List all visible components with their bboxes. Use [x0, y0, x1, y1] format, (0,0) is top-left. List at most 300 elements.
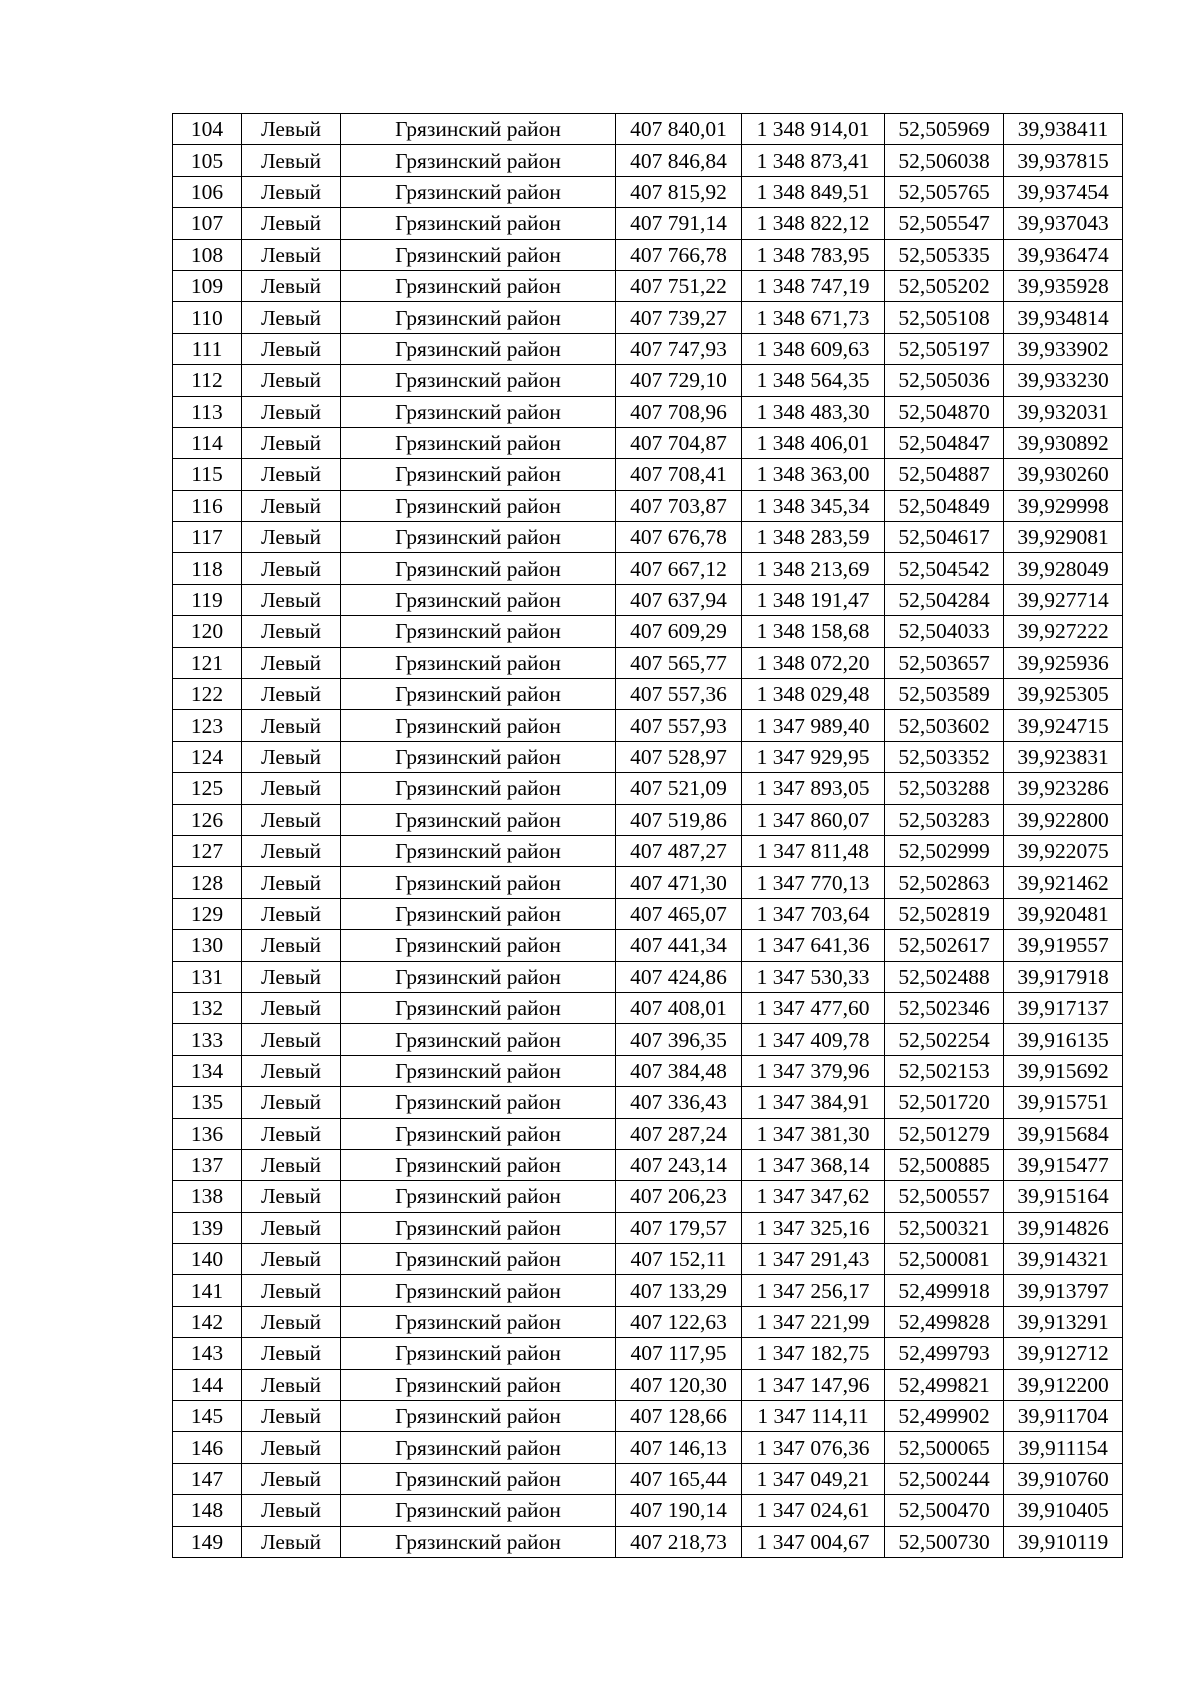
table-row: [173, 835, 1123, 866]
district-cell: Грязинский район: [341, 490, 616, 521]
district-cell: Грязинский район: [341, 333, 616, 364]
longitude-cell: 39,933902: [1004, 333, 1123, 364]
district-cell: Грязинский район: [341, 1526, 616, 1557]
x-coordinate-cell: 407 708,41: [616, 459, 742, 490]
y-coordinate-cell: 1 347 860,07: [742, 804, 885, 835]
x-coordinate-cell: 407 557,36: [616, 679, 742, 710]
table-row: [173, 553, 1123, 584]
point-number-cell: 132: [173, 992, 242, 1023]
latitude-cell: 52,499918: [885, 1275, 1004, 1306]
longitude-cell: 39,929081: [1004, 522, 1123, 553]
bank-side-cell: Левый: [242, 396, 341, 427]
point-number-cell: 110: [173, 302, 242, 333]
longitude-cell: 39,912712: [1004, 1338, 1123, 1369]
y-coordinate-cell: 1 348 363,00: [742, 459, 885, 490]
x-coordinate-cell: 407 128,66: [616, 1401, 742, 1432]
y-coordinate-cell: 1 347 049,21: [742, 1463, 885, 1494]
bank-side-cell: Левый: [242, 427, 341, 458]
table-row: [173, 1275, 1123, 1306]
table-row: [173, 992, 1123, 1023]
bank-side-cell: Левый: [242, 1055, 341, 1086]
point-number-cell: 149: [173, 1526, 242, 1557]
bank-side-cell: Левый: [242, 1118, 341, 1149]
longitude-cell: 39,920481: [1004, 898, 1123, 929]
y-coordinate-cell: 1 347 703,64: [742, 898, 885, 929]
table-row: [173, 773, 1123, 804]
point-number-cell: 106: [173, 176, 242, 207]
district-cell: Грязинский район: [341, 176, 616, 207]
latitude-cell: 52,502617: [885, 930, 1004, 961]
y-coordinate-cell: 1 347 641,36: [742, 930, 885, 961]
table-row: [173, 804, 1123, 835]
point-number-cell: 120: [173, 616, 242, 647]
coordinates-table-body: [173, 114, 1123, 1558]
district-cell: Грязинский район: [341, 1401, 616, 1432]
longitude-cell: 39,938411: [1004, 114, 1123, 145]
bank-side-cell: Левый: [242, 365, 341, 396]
bank-side-cell: Левый: [242, 1369, 341, 1400]
x-coordinate-cell: 407 287,24: [616, 1118, 742, 1149]
longitude-cell: 39,930260: [1004, 459, 1123, 490]
longitude-cell: 39,937454: [1004, 176, 1123, 207]
table-row: [173, 270, 1123, 301]
coordinates-table: [172, 113, 1123, 1558]
district-cell: Грязинский район: [341, 239, 616, 270]
latitude-cell: 52,502999: [885, 835, 1004, 866]
bank-side-cell: Левый: [242, 333, 341, 364]
latitude-cell: 52,499902: [885, 1401, 1004, 1432]
y-coordinate-cell: 1 347 347,62: [742, 1181, 885, 1212]
x-coordinate-cell: 407 609,29: [616, 616, 742, 647]
point-number-cell: 117: [173, 522, 242, 553]
district-cell: Грязинский район: [341, 1087, 616, 1118]
y-coordinate-cell: 1 348 873,41: [742, 145, 885, 176]
point-number-cell: 128: [173, 867, 242, 898]
table-row: [173, 1463, 1123, 1494]
y-coordinate-cell: 1 348 564,35: [742, 365, 885, 396]
x-coordinate-cell: 407 703,87: [616, 490, 742, 521]
district-cell: Грязинский район: [341, 1212, 616, 1243]
table-row: [173, 490, 1123, 521]
x-coordinate-cell: 407 708,96: [616, 396, 742, 427]
latitude-cell: 52,505547: [885, 208, 1004, 239]
longitude-cell: 39,914826: [1004, 1212, 1123, 1243]
table-row: [173, 239, 1123, 270]
latitude-cell: 52,505202: [885, 270, 1004, 301]
y-coordinate-cell: 1 347 004,67: [742, 1526, 885, 1557]
x-coordinate-cell: 407 336,43: [616, 1087, 742, 1118]
district-cell: Грязинский район: [341, 114, 616, 145]
latitude-cell: 52,504542: [885, 553, 1004, 584]
district-cell: Грязинский район: [341, 270, 616, 301]
latitude-cell: 52,501279: [885, 1118, 1004, 1149]
y-coordinate-cell: 1 348 609,63: [742, 333, 885, 364]
latitude-cell: 52,502819: [885, 898, 1004, 929]
y-coordinate-cell: 1 347 530,33: [742, 961, 885, 992]
table-row: [173, 114, 1123, 145]
district-cell: Грязинский район: [341, 522, 616, 553]
district-cell: Грязинский район: [341, 459, 616, 490]
point-number-cell: 122: [173, 679, 242, 710]
y-coordinate-cell: 1 347 325,16: [742, 1212, 885, 1243]
longitude-cell: 39,925305: [1004, 679, 1123, 710]
y-coordinate-cell: 1 348 822,12: [742, 208, 885, 239]
district-cell: Грязинский район: [341, 835, 616, 866]
bank-side-cell: Левый: [242, 1338, 341, 1369]
district-cell: Грязинский район: [341, 679, 616, 710]
latitude-cell: 52,505969: [885, 114, 1004, 145]
latitude-cell: 52,503589: [885, 679, 1004, 710]
longitude-cell: 39,912200: [1004, 1369, 1123, 1400]
x-coordinate-cell: 407 384,48: [616, 1055, 742, 1086]
point-number-cell: 145: [173, 1401, 242, 1432]
x-coordinate-cell: 407 441,34: [616, 930, 742, 961]
x-coordinate-cell: 407 218,73: [616, 1526, 742, 1557]
x-coordinate-cell: 407 521,09: [616, 773, 742, 804]
longitude-cell: 39,937043: [1004, 208, 1123, 239]
x-coordinate-cell: 407 846,84: [616, 145, 742, 176]
latitude-cell: 52,500244: [885, 1463, 1004, 1494]
y-coordinate-cell: 1 348 345,34: [742, 490, 885, 521]
bank-side-cell: Левый: [242, 1401, 341, 1432]
x-coordinate-cell: 407 840,01: [616, 114, 742, 145]
point-number-cell: 105: [173, 145, 242, 176]
bank-side-cell: Левый: [242, 176, 341, 207]
bank-side-cell: Левый: [242, 1244, 341, 1275]
bank-side-cell: Левый: [242, 1149, 341, 1180]
point-number-cell: 140: [173, 1244, 242, 1275]
y-coordinate-cell: 1 348 783,95: [742, 239, 885, 270]
x-coordinate-cell: 407 739,27: [616, 302, 742, 333]
district-cell: Грязинский район: [341, 553, 616, 584]
table-row: [173, 1338, 1123, 1369]
table-row: [173, 365, 1123, 396]
x-coordinate-cell: 407 408,01: [616, 992, 742, 1023]
latitude-cell: 52,499793: [885, 1338, 1004, 1369]
longitude-cell: 39,910760: [1004, 1463, 1123, 1494]
bank-side-cell: Левый: [242, 1087, 341, 1118]
latitude-cell: 52,504847: [885, 427, 1004, 458]
latitude-cell: 52,502488: [885, 961, 1004, 992]
latitude-cell: 52,503602: [885, 710, 1004, 741]
y-coordinate-cell: 1 347 221,99: [742, 1306, 885, 1337]
table-row: [173, 459, 1123, 490]
bank-side-cell: Левый: [242, 270, 341, 301]
bank-side-cell: Левый: [242, 239, 341, 270]
latitude-cell: 52,504033: [885, 616, 1004, 647]
district-cell: Грязинский район: [341, 961, 616, 992]
district-cell: Грязинский район: [341, 647, 616, 678]
longitude-cell: 39,927714: [1004, 584, 1123, 615]
x-coordinate-cell: 407 667,12: [616, 553, 742, 584]
longitude-cell: 39,924715: [1004, 710, 1123, 741]
latitude-cell: 52,504887: [885, 459, 1004, 490]
x-coordinate-cell: 407 165,44: [616, 1463, 742, 1494]
y-coordinate-cell: 1 348 483,30: [742, 396, 885, 427]
bank-side-cell: Левый: [242, 741, 341, 772]
bank-side-cell: Левый: [242, 647, 341, 678]
table-row: [173, 1432, 1123, 1463]
bank-side-cell: Левый: [242, 710, 341, 741]
point-number-cell: 116: [173, 490, 242, 521]
table-row: [173, 647, 1123, 678]
longitude-cell: 39,911704: [1004, 1401, 1123, 1432]
y-coordinate-cell: 1 348 406,01: [742, 427, 885, 458]
point-number-cell: 114: [173, 427, 242, 458]
district-cell: Грязинский район: [341, 1055, 616, 1086]
x-coordinate-cell: 407 122,63: [616, 1306, 742, 1337]
bank-side-cell: Левый: [242, 490, 341, 521]
y-coordinate-cell: 1 347 147,96: [742, 1369, 885, 1400]
table-row: [173, 1526, 1123, 1557]
bank-side-cell: Левый: [242, 1432, 341, 1463]
table-row: [173, 1181, 1123, 1212]
latitude-cell: 52,502863: [885, 867, 1004, 898]
x-coordinate-cell: 407 120,30: [616, 1369, 742, 1400]
bank-side-cell: Левый: [242, 1526, 341, 1557]
bank-side-cell: Левый: [242, 522, 341, 553]
x-coordinate-cell: 407 179,57: [616, 1212, 742, 1243]
point-number-cell: 139: [173, 1212, 242, 1243]
table-row: [173, 427, 1123, 458]
point-number-cell: 133: [173, 1024, 242, 1055]
point-number-cell: 136: [173, 1118, 242, 1149]
district-cell: Грязинский район: [341, 867, 616, 898]
longitude-cell: 39,917137: [1004, 992, 1123, 1023]
longitude-cell: 39,930892: [1004, 427, 1123, 458]
district-cell: Грязинский район: [341, 1369, 616, 1400]
table-row: [173, 1087, 1123, 1118]
longitude-cell: 39,916135: [1004, 1024, 1123, 1055]
y-coordinate-cell: 1 348 283,59: [742, 522, 885, 553]
point-number-cell: 148: [173, 1495, 242, 1526]
x-coordinate-cell: 407 704,87: [616, 427, 742, 458]
table-row: [173, 1149, 1123, 1180]
point-number-cell: 119: [173, 584, 242, 615]
district-cell: Грязинский район: [341, 584, 616, 615]
longitude-cell: 39,914321: [1004, 1244, 1123, 1275]
district-cell: Грязинский район: [341, 616, 616, 647]
bank-side-cell: Левый: [242, 992, 341, 1023]
latitude-cell: 52,499821: [885, 1369, 1004, 1400]
latitude-cell: 52,504284: [885, 584, 1004, 615]
x-coordinate-cell: 407 519,86: [616, 804, 742, 835]
longitude-cell: 39,923831: [1004, 741, 1123, 772]
x-coordinate-cell: 407 557,93: [616, 710, 742, 741]
longitude-cell: 39,937815: [1004, 145, 1123, 176]
x-coordinate-cell: 407 190,14: [616, 1495, 742, 1526]
table-row: [173, 930, 1123, 961]
longitude-cell: 39,915164: [1004, 1181, 1123, 1212]
x-coordinate-cell: 407 565,77: [616, 647, 742, 678]
longitude-cell: 39,917918: [1004, 961, 1123, 992]
longitude-cell: 39,915751: [1004, 1087, 1123, 1118]
longitude-cell: 39,935928: [1004, 270, 1123, 301]
y-coordinate-cell: 1 347 076,36: [742, 1432, 885, 1463]
table-row: [173, 584, 1123, 615]
point-number-cell: 127: [173, 835, 242, 866]
table-row: [173, 1212, 1123, 1243]
latitude-cell: 52,505335: [885, 239, 1004, 270]
point-number-cell: 118: [173, 553, 242, 584]
bank-side-cell: Левый: [242, 459, 341, 490]
y-coordinate-cell: 1 348 914,01: [742, 114, 885, 145]
point-number-cell: 124: [173, 741, 242, 772]
bank-side-cell: Левый: [242, 835, 341, 866]
x-coordinate-cell: 407 676,78: [616, 522, 742, 553]
y-coordinate-cell: 1 347 989,40: [742, 710, 885, 741]
district-cell: Грязинский район: [341, 427, 616, 458]
table-row: [173, 867, 1123, 898]
table-row: [173, 1055, 1123, 1086]
point-number-cell: 112: [173, 365, 242, 396]
district-cell: Грязинский район: [341, 741, 616, 772]
district-cell: Грязинский район: [341, 1275, 616, 1306]
latitude-cell: 52,502153: [885, 1055, 1004, 1086]
point-number-cell: 108: [173, 239, 242, 270]
point-number-cell: 131: [173, 961, 242, 992]
bank-side-cell: Левый: [242, 773, 341, 804]
district-cell: Грязинский район: [341, 773, 616, 804]
table-row: [173, 1244, 1123, 1275]
table-row: [173, 961, 1123, 992]
district-cell: Грязинский район: [341, 1118, 616, 1149]
bank-side-cell: Левый: [242, 961, 341, 992]
latitude-cell: 52,503657: [885, 647, 1004, 678]
district-cell: Грязинский район: [341, 930, 616, 961]
latitude-cell: 52,500730: [885, 1526, 1004, 1557]
bank-side-cell: Левый: [242, 208, 341, 239]
longitude-cell: 39,911154: [1004, 1432, 1123, 1463]
latitude-cell: 52,502346: [885, 992, 1004, 1023]
district-cell: Грязинский район: [341, 898, 616, 929]
latitude-cell: 52,504617: [885, 522, 1004, 553]
point-number-cell: 137: [173, 1149, 242, 1180]
table-row: [173, 208, 1123, 239]
point-number-cell: 126: [173, 804, 242, 835]
x-coordinate-cell: 407 751,22: [616, 270, 742, 301]
district-cell: Грязинский район: [341, 992, 616, 1023]
y-coordinate-cell: 1 348 029,48: [742, 679, 885, 710]
bank-side-cell: Левый: [242, 1463, 341, 1494]
latitude-cell: 52,500470: [885, 1495, 1004, 1526]
bank-side-cell: Левый: [242, 867, 341, 898]
x-coordinate-cell: 407 528,97: [616, 741, 742, 772]
district-cell: Грязинский район: [341, 1149, 616, 1180]
table-row: [173, 1118, 1123, 1149]
district-cell: Грязинский район: [341, 145, 616, 176]
point-number-cell: 109: [173, 270, 242, 301]
longitude-cell: 39,915692: [1004, 1055, 1123, 1086]
point-number-cell: 135: [173, 1087, 242, 1118]
point-number-cell: 138: [173, 1181, 242, 1212]
longitude-cell: 39,934814: [1004, 302, 1123, 333]
latitude-cell: 52,500557: [885, 1181, 1004, 1212]
point-number-cell: 123: [173, 710, 242, 741]
longitude-cell: 39,915684: [1004, 1118, 1123, 1149]
table-row: [173, 679, 1123, 710]
x-coordinate-cell: 407 117,95: [616, 1338, 742, 1369]
longitude-cell: 39,910119: [1004, 1526, 1123, 1557]
bank-side-cell: Левый: [242, 898, 341, 929]
y-coordinate-cell: 1 347 368,14: [742, 1149, 885, 1180]
x-coordinate-cell: 407 487,27: [616, 835, 742, 866]
latitude-cell: 52,501720: [885, 1087, 1004, 1118]
y-coordinate-cell: 1 347 409,78: [742, 1024, 885, 1055]
bank-side-cell: Левый: [242, 616, 341, 647]
longitude-cell: 39,921462: [1004, 867, 1123, 898]
table-row: [173, 176, 1123, 207]
district-cell: Грязинский район: [341, 1306, 616, 1337]
longitude-cell: 39,922800: [1004, 804, 1123, 835]
point-number-cell: 113: [173, 396, 242, 427]
bank-side-cell: Левый: [242, 1212, 341, 1243]
point-number-cell: 142: [173, 1306, 242, 1337]
bank-side-cell: Левый: [242, 1495, 341, 1526]
bank-side-cell: Левый: [242, 1306, 341, 1337]
x-coordinate-cell: 407 206,23: [616, 1181, 742, 1212]
longitude-cell: 39,932031: [1004, 396, 1123, 427]
longitude-cell: 39,925936: [1004, 647, 1123, 678]
longitude-cell: 39,927222: [1004, 616, 1123, 647]
table-row: [173, 522, 1123, 553]
point-number-cell: 129: [173, 898, 242, 929]
latitude-cell: 52,504849: [885, 490, 1004, 521]
latitude-cell: 52,503288: [885, 773, 1004, 804]
x-coordinate-cell: 407 729,10: [616, 365, 742, 396]
bank-side-cell: Левый: [242, 145, 341, 176]
district-cell: Грязинский район: [341, 208, 616, 239]
x-coordinate-cell: 407 424,86: [616, 961, 742, 992]
table-row: [173, 145, 1123, 176]
table-row: [173, 741, 1123, 772]
x-coordinate-cell: 407 637,94: [616, 584, 742, 615]
y-coordinate-cell: 1 347 256,17: [742, 1275, 885, 1306]
x-coordinate-cell: 407 146,13: [616, 1432, 742, 1463]
table-row: [173, 1495, 1123, 1526]
latitude-cell: 52,505036: [885, 365, 1004, 396]
x-coordinate-cell: 407 152,11: [616, 1244, 742, 1275]
bank-side-cell: Левый: [242, 114, 341, 145]
latitude-cell: 52,505108: [885, 302, 1004, 333]
point-number-cell: 121: [173, 647, 242, 678]
x-coordinate-cell: 407 766,78: [616, 239, 742, 270]
longitude-cell: 39,922075: [1004, 835, 1123, 866]
table-row: [173, 710, 1123, 741]
district-cell: Грязинский район: [341, 1181, 616, 1212]
longitude-cell: 39,910405: [1004, 1495, 1123, 1526]
district-cell: Грязинский район: [341, 1338, 616, 1369]
y-coordinate-cell: 1 347 770,13: [742, 867, 885, 898]
y-coordinate-cell: 1 348 747,19: [742, 270, 885, 301]
district-cell: Грязинский район: [341, 1463, 616, 1494]
x-coordinate-cell: 407 465,07: [616, 898, 742, 929]
district-cell: Грязинский район: [341, 302, 616, 333]
latitude-cell: 52,505197: [885, 333, 1004, 364]
y-coordinate-cell: 1 347 291,43: [742, 1244, 885, 1275]
bank-side-cell: Левый: [242, 553, 341, 584]
table-row: [173, 302, 1123, 333]
y-coordinate-cell: 1 347 477,60: [742, 992, 885, 1023]
table-row: [173, 333, 1123, 364]
bank-side-cell: Левый: [242, 302, 341, 333]
x-coordinate-cell: 407 396,35: [616, 1024, 742, 1055]
longitude-cell: 39,915477: [1004, 1149, 1123, 1180]
y-coordinate-cell: 1 347 114,11: [742, 1401, 885, 1432]
table-row: [173, 616, 1123, 647]
point-number-cell: 143: [173, 1338, 242, 1369]
longitude-cell: 39,913291: [1004, 1306, 1123, 1337]
